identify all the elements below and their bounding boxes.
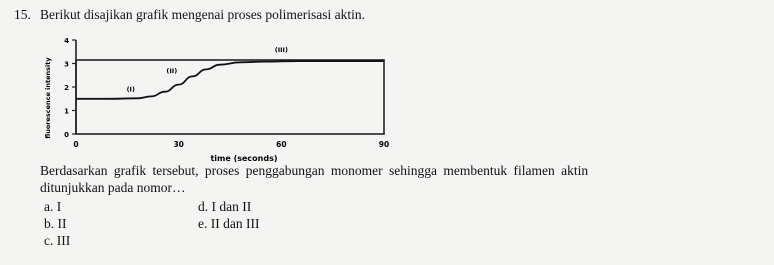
x-tick-label: 30	[173, 140, 184, 149]
plot-frame	[76, 60, 384, 134]
annotation-label: (II)	[166, 66, 178, 75]
annotation-label: (I)	[126, 85, 135, 94]
y-tick-label: 4	[64, 37, 69, 45]
question-paragraph-line2: ditunjukkan pada nomor…	[40, 180, 186, 195]
question-stem: Berikut disajikan grafik mengenai proses polimerisasi aktin.	[40, 7, 366, 22]
question-paragraph-line1: Berdasarkan grafik tersebut, proses penggabungan monomer sehingga membentuk filamen aktin	[40, 163, 589, 178]
y-tick-label: 0	[64, 131, 69, 139]
annotation-label: (III)	[274, 45, 288, 54]
series-line	[76, 61, 384, 99]
option-e[interactable]: e. II dan III	[198, 216, 260, 231]
option-c[interactable]: c. III	[44, 233, 71, 248]
question-number: 15.	[14, 7, 31, 22]
option-a[interactable]: a. I	[44, 199, 62, 214]
chart-svg	[34, 30, 404, 165]
y-axis-label: fluorescence intensity	[44, 57, 52, 139]
y-tick-label: 3	[64, 60, 69, 69]
option-d[interactable]: d. I dan II	[198, 199, 252, 214]
x-axis-label: time (seconds)	[210, 154, 278, 163]
actin-polymerization-chart	[34, 30, 404, 165]
y-tick-label: 1	[64, 107, 69, 116]
x-tick-label: 0	[73, 140, 79, 149]
option-b[interactable]: b. II	[44, 216, 67, 231]
x-tick-label: 90	[378, 140, 390, 149]
y-ticks	[64, 37, 76, 139]
x-ticks	[73, 140, 389, 149]
x-tick-label: 60	[276, 140, 287, 149]
y-tick-label: 2	[64, 84, 69, 92]
